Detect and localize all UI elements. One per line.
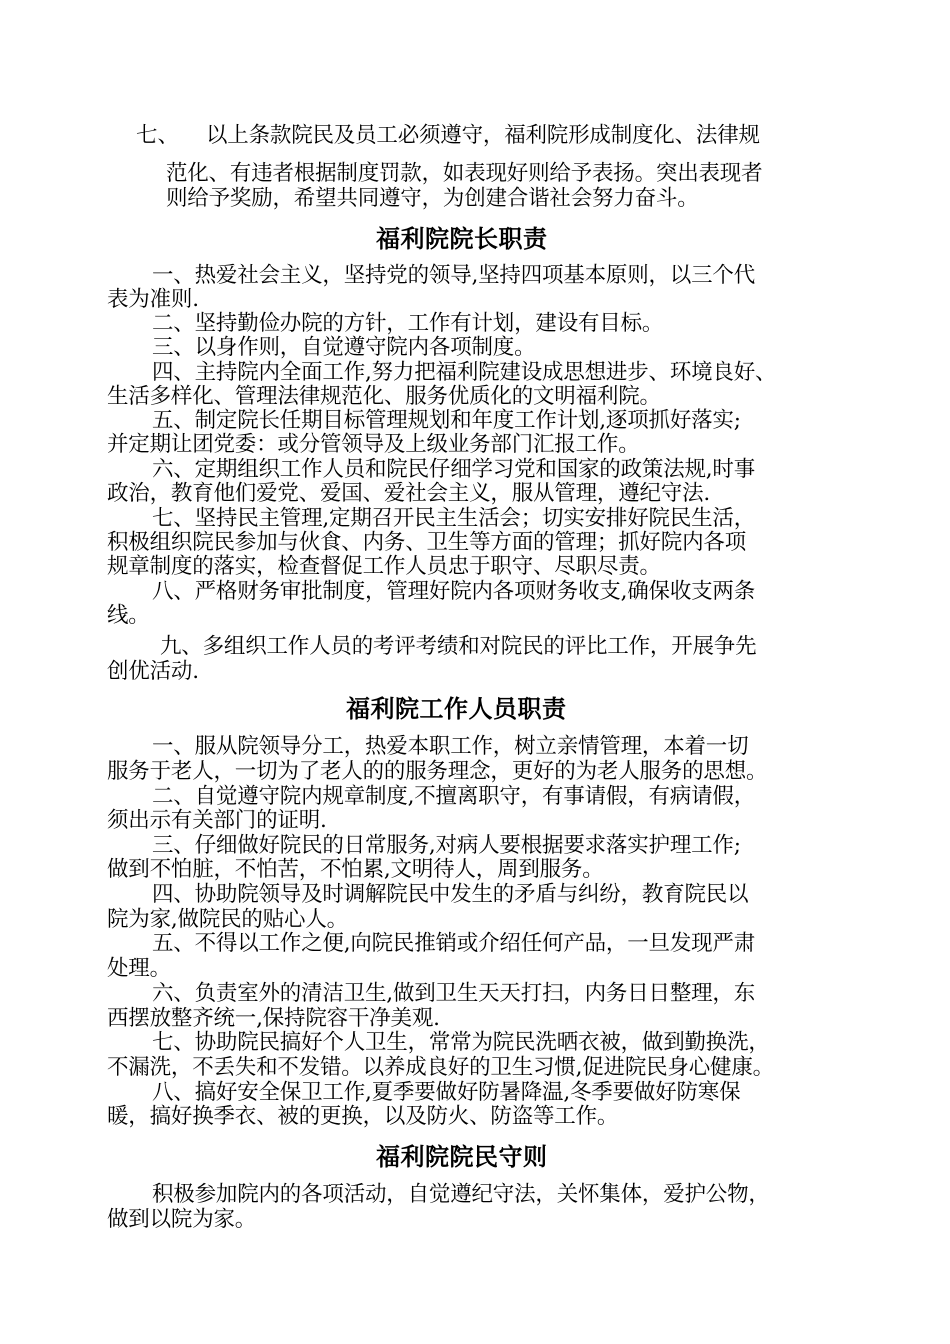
paragraph-line: 六、定期组织工作人员和院民仔细学习党和国家的政策法规,时事	[152, 457, 756, 482]
paragraph-line: 院为家,做院民的贴心人。	[107, 907, 348, 932]
intro-line: 以上条款院民及员工必须遵守，福利院形成制度化、法律规	[206, 123, 760, 148]
intro-line: 则给予奖励，希望共同遵守，为创建合谐社会努力奋斗。	[166, 186, 699, 211]
intro-line: 范化、有违者根据制度罚款，如表现好则给予表扬。突出表现者	[166, 161, 763, 186]
paragraph-line: 六、负责室外的清洁卫生,做到卫生天天打扫，内务日日整理，东	[152, 981, 756, 1006]
section-heading-residents: 福利院院民守则	[376, 1143, 548, 1171]
paragraph-line: 四、协助院领导及时调解院民中发生的矛盾与纠纷，教育院民以	[152, 882, 749, 907]
paragraph-line: 服务于老人，一切为了老人的的服务理念，更好的为老人服务的思想。	[107, 759, 768, 784]
paragraph-line: 线。	[107, 603, 150, 628]
paragraph-line: 一、服从院领导分工，热爱本职工作，树立亲情管理，本着一切	[152, 734, 749, 759]
paragraph-line: 积极参加院内的各项活动，自觉遵纪守法，关怀集体，爱护公物，	[152, 1182, 770, 1207]
paragraph-line: 生活多样化、管理法律规范化、服务优质化的文明福利院。	[107, 384, 661, 409]
paragraph-line: 做到不怕脏，不怕苦，不怕累,文明待人，周到服务。	[107, 857, 604, 882]
paragraph-line: 七、协助院民搞好个人卫生，常常为院民洗晒衣被，做到勤换洗，	[152, 1030, 770, 1055]
paragraph-line: 四、主持院内全面工作,努力把福利院建设成思想进步、环境良好、	[152, 360, 777, 385]
paragraph-line: 政治，教育他们爱党、爱国、爱社会主义，服从管理，遵纪守法.	[107, 481, 711, 506]
paragraph-line: 积极组织院民参加与伙食、内务、卫生等方面的管理；抓好院内各项	[107, 530, 747, 555]
paragraph-line: 三、以身作则，自觉遵守院内各项制度。	[152, 335, 536, 360]
paragraph-line: 三、仔细做好院民的日常服务,对病人要根据要求落实护理工作;	[152, 833, 741, 858]
paragraph-line: 二、坚持勤俭办院的方针，工作有计划，建设有目标。	[152, 311, 664, 336]
paragraph-line: 五、不得以工作之便,向院民推销或介绍任何产品，一旦发现严肃	[152, 931, 756, 956]
section-heading-staff: 福利院工作人员职责	[346, 695, 567, 723]
paragraph-line: 须出示有关部门的证明.	[107, 808, 327, 833]
section-heading-director: 福利院院长职责	[376, 225, 548, 253]
paragraph-line: 暖，搞好换季衣、被的更换，以及防火、防盗等工作。	[107, 1104, 619, 1129]
paragraph-line: 八、严格财务审批制度，管理好院内各项财务收支,确保收支两条	[152, 579, 756, 604]
paragraph-line: 九、多组织工作人员的考评考绩和对院民的评比工作，开展争先	[160, 634, 757, 659]
paragraph-line: 七、坚持民主管理,定期召开民主生活会；切实安排好院民生活，	[152, 506, 756, 531]
paragraph-line: 一、热爱社会主义，坚持党的领导,坚持四项基本原则，以三个代	[152, 263, 756, 288]
paragraph-line: 并定期让团党委：或分管领导及上级业务部门汇报工作。	[107, 432, 640, 457]
paragraph-line: 西摆放整齐统一,保持院容干净美观.	[107, 1006, 440, 1031]
paragraph-line: 表为准则.	[107, 287, 199, 312]
paragraph-line: 处理。	[107, 956, 171, 981]
clause-number: 七、	[136, 123, 180, 148]
paragraph-line: 创优活动.	[107, 659, 199, 684]
paragraph-line: 八、搞好安全保卫工作,夏季要做好防暑降温,冬季要做好防寒保	[152, 1080, 741, 1105]
paragraph-line: 二、自觉遵守院内规章制度,不擅离职守，有事请假，有病请假，	[152, 784, 756, 809]
paragraph-line: 做到以院为家。	[107, 1207, 257, 1232]
paragraph-line: 不漏洗，不丢失和不发错。以养成良好的卫生习惯,促进院民身心健康。	[107, 1055, 774, 1080]
paragraph-line: 五、制定院长任期目标管理规划和年度工作计划,逐项抓好落实;	[152, 408, 741, 433]
paragraph-line: 规章制度的落实，检查督促工作人员忠于职守、尽职尽责。	[107, 554, 661, 579]
